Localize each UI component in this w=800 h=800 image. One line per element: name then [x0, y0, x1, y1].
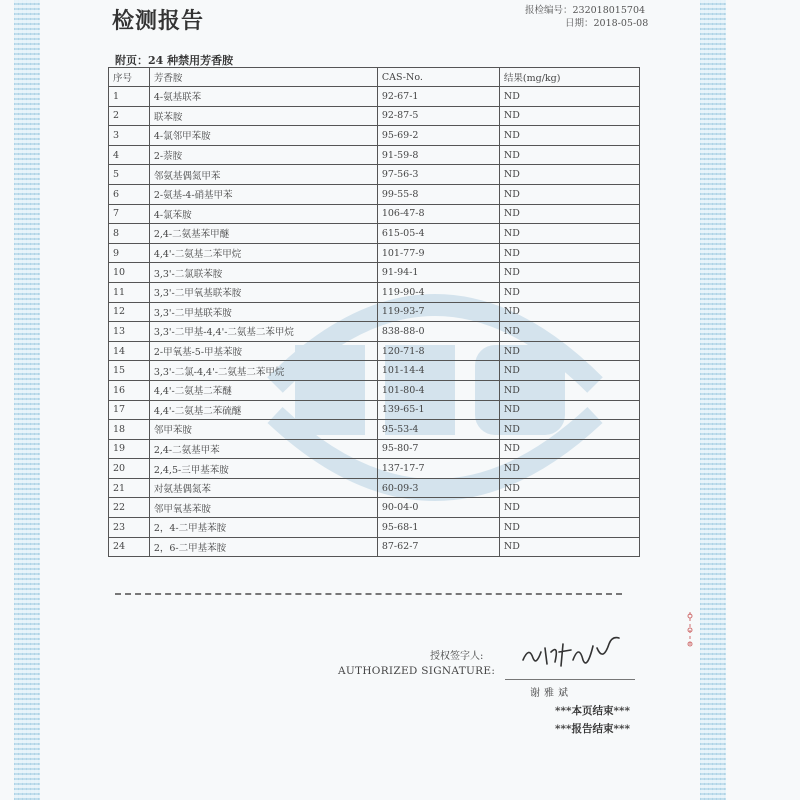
cell-no: 21	[109, 478, 150, 498]
table-row	[109, 439, 640, 459]
cell-result: ND	[499, 106, 639, 126]
signature-label-en: AUTHORIZED SIGNATURE:	[338, 665, 496, 677]
cell-amine: 3,3'-二甲基-4,4'-二氨基二苯甲烷	[149, 322, 377, 342]
cell-result: ND	[499, 165, 639, 185]
cell-amine: 4-氯邻甲苯胺	[149, 126, 377, 146]
table-header-row	[109, 68, 640, 87]
cell-amine: 2，6-二甲基苯胺	[149, 537, 377, 557]
cell-result: ND	[499, 87, 639, 107]
cell-result: ND	[499, 243, 639, 263]
cell-cas: 92-67-1	[377, 87, 499, 107]
table-row	[109, 478, 640, 498]
cell-result: ND	[499, 478, 639, 498]
cell-amine: 3,3'-二甲氧基联苯胺	[149, 282, 377, 302]
cell-result: ND	[499, 518, 639, 538]
table-row	[109, 400, 640, 420]
cell-cas: 87-62-7	[377, 537, 499, 557]
cell-result: ND	[499, 439, 639, 459]
cell-amine: 4,4'-二氨基二苯硫醚	[149, 400, 377, 420]
column-header-result: 结果(mg/kg)	[499, 68, 639, 87]
cell-no: 16	[109, 380, 150, 400]
cell-result: ND	[499, 420, 639, 440]
cell-result: ND	[499, 322, 639, 342]
cell-no: 8	[109, 224, 150, 244]
cell-amine: 4-氯苯胺	[149, 204, 377, 224]
cell-amine: 3,3'-二氯联苯胺	[149, 263, 377, 283]
cell-no: 1	[109, 87, 150, 107]
cell-result: ND	[499, 126, 639, 146]
security-border-right	[700, 0, 726, 800]
cell-cas: 106-47-8	[377, 204, 499, 224]
column-header-cas: CAS-No.	[377, 68, 499, 87]
cell-result: ND	[499, 204, 639, 224]
cell-result: ND	[499, 341, 639, 361]
cell-result: ND	[499, 380, 639, 400]
cell-no: 14	[109, 341, 150, 361]
cell-no: 10	[109, 263, 150, 283]
cell-no: 20	[109, 459, 150, 479]
cell-no: 9	[109, 243, 150, 263]
cell-result: ND	[499, 184, 639, 204]
signature-line	[505, 679, 635, 680]
cell-cas: 101-14-4	[377, 361, 499, 381]
table-row	[109, 87, 640, 107]
report-number: 报检编号：232018015704	[525, 5, 646, 16]
cell-result: ND	[499, 282, 639, 302]
page-title: 检测报告	[112, 9, 205, 34]
table-row	[109, 145, 640, 165]
table-row	[109, 341, 640, 361]
cell-cas: 97-56-3	[377, 165, 499, 185]
cell-no: 15	[109, 361, 150, 381]
signer-name: 谢雅斌	[530, 688, 572, 699]
table-row	[109, 165, 640, 185]
table-row	[109, 263, 640, 283]
table-row	[109, 126, 640, 146]
table-row	[109, 106, 640, 126]
cell-no: 23	[109, 518, 150, 538]
cell-amine: 4-氨基联苯	[149, 87, 377, 107]
page-end-marker: ***本页结束***	[555, 705, 630, 717]
cell-amine: 2,4-二氨基苯甲醚	[149, 224, 377, 244]
cell-no: 12	[109, 302, 150, 322]
cell-amine: 2-萘胺	[149, 145, 377, 165]
cell-result: ND	[499, 263, 639, 283]
cell-no: 19	[109, 439, 150, 459]
cell-amine: 2，4-二甲基苯胺	[149, 518, 377, 538]
table-row	[109, 380, 640, 400]
security-border-left	[14, 0, 40, 800]
cell-amine: 对氨基偶氮苯	[149, 478, 377, 498]
cell-no: 22	[109, 498, 150, 518]
cell-cas: 137-17-7	[377, 459, 499, 479]
results-table	[108, 67, 640, 557]
cell-cas: 95-53-4	[377, 420, 499, 440]
cell-cas: 60-09-3	[377, 478, 499, 498]
cell-result: ND	[499, 302, 639, 322]
table-row	[109, 302, 640, 322]
cell-cas: 101-77-9	[377, 243, 499, 263]
table-row	[109, 537, 640, 557]
cell-result: ND	[499, 224, 639, 244]
report-end-marker: ***报告结束***	[555, 723, 630, 735]
cell-no: 17	[109, 400, 150, 420]
cell-amine: 邻甲苯胺	[149, 420, 377, 440]
cell-no: 5	[109, 165, 150, 185]
cell-cas: 615-05-4	[377, 224, 499, 244]
cell-amine: 邻甲氧基苯胺	[149, 498, 377, 518]
report-date: 日期：2018-05-08	[565, 18, 649, 29]
column-header-amine: 芳香胺	[149, 68, 377, 87]
cell-amine: 邻氨基偶氮甲苯	[149, 165, 377, 185]
cell-no: 7	[109, 204, 150, 224]
table-row	[109, 204, 640, 224]
cell-no: 18	[109, 420, 150, 440]
perforation-mark	[683, 610, 697, 650]
cell-cas: 99-55-8	[377, 184, 499, 204]
table-row	[109, 361, 640, 381]
cell-result: ND	[499, 537, 639, 557]
cell-no: 13	[109, 322, 150, 342]
cell-amine: 4,4'-二氨基二苯醚	[149, 380, 377, 400]
table-row	[109, 282, 640, 302]
cell-amine: 3,3'-二甲基联苯胺	[149, 302, 377, 322]
cell-amine: 联苯胺	[149, 106, 377, 126]
signature-label-cn: 授权签字人:	[430, 651, 484, 662]
cell-cas: 120-71-8	[377, 341, 499, 361]
table-row	[109, 459, 640, 479]
cell-amine: 2,4-二氨基甲苯	[149, 439, 377, 459]
cell-cas: 139-65-1	[377, 400, 499, 420]
divider-line	[115, 593, 622, 595]
cell-amine: 2-氨基-4-硝基甲苯	[149, 184, 377, 204]
table-row	[109, 498, 640, 518]
cell-amine: 4,4'-二氨基二苯甲烷	[149, 243, 377, 263]
table-row	[109, 243, 640, 263]
table-row	[109, 420, 640, 440]
cell-cas: 92-87-5	[377, 106, 499, 126]
table-row	[109, 224, 640, 244]
cell-no: 11	[109, 282, 150, 302]
cell-no: 6	[109, 184, 150, 204]
cell-amine: 3,3'-二氯-4,4'-二氨基二苯甲烷	[149, 361, 377, 381]
cell-no: 24	[109, 537, 150, 557]
cell-result: ND	[499, 498, 639, 518]
cell-amine: 2,4,5-三甲基苯胺	[149, 459, 377, 479]
cell-cas: 95-68-1	[377, 518, 499, 538]
table-row	[109, 518, 640, 538]
appendix-title: 附页：24 种禁用芳香胺	[115, 54, 234, 67]
cell-cas: 101-80-4	[377, 380, 499, 400]
cell-cas: 91-59-8	[377, 145, 499, 165]
cell-amine: 2-甲氧基-5-甲基苯胺	[149, 341, 377, 361]
cell-cas: 90-04-0	[377, 498, 499, 518]
cell-no: 4	[109, 145, 150, 165]
cell-cas: 95-69-2	[377, 126, 499, 146]
cell-result: ND	[499, 361, 639, 381]
cell-cas: 91-94-1	[377, 263, 499, 283]
cell-cas: 838-88-0	[377, 322, 499, 342]
cell-no: 2	[109, 106, 150, 126]
column-header-no: 序号	[109, 68, 150, 87]
handwritten-signature	[515, 630, 635, 678]
cell-cas: 119-93-7	[377, 302, 499, 322]
table-row	[109, 322, 640, 342]
cell-cas: 95-80-7	[377, 439, 499, 459]
cell-no: 3	[109, 126, 150, 146]
table-row	[109, 184, 640, 204]
cell-cas: 119-90-4	[377, 282, 499, 302]
cell-result: ND	[499, 459, 639, 479]
cell-result: ND	[499, 145, 639, 165]
cell-result: ND	[499, 400, 639, 420]
